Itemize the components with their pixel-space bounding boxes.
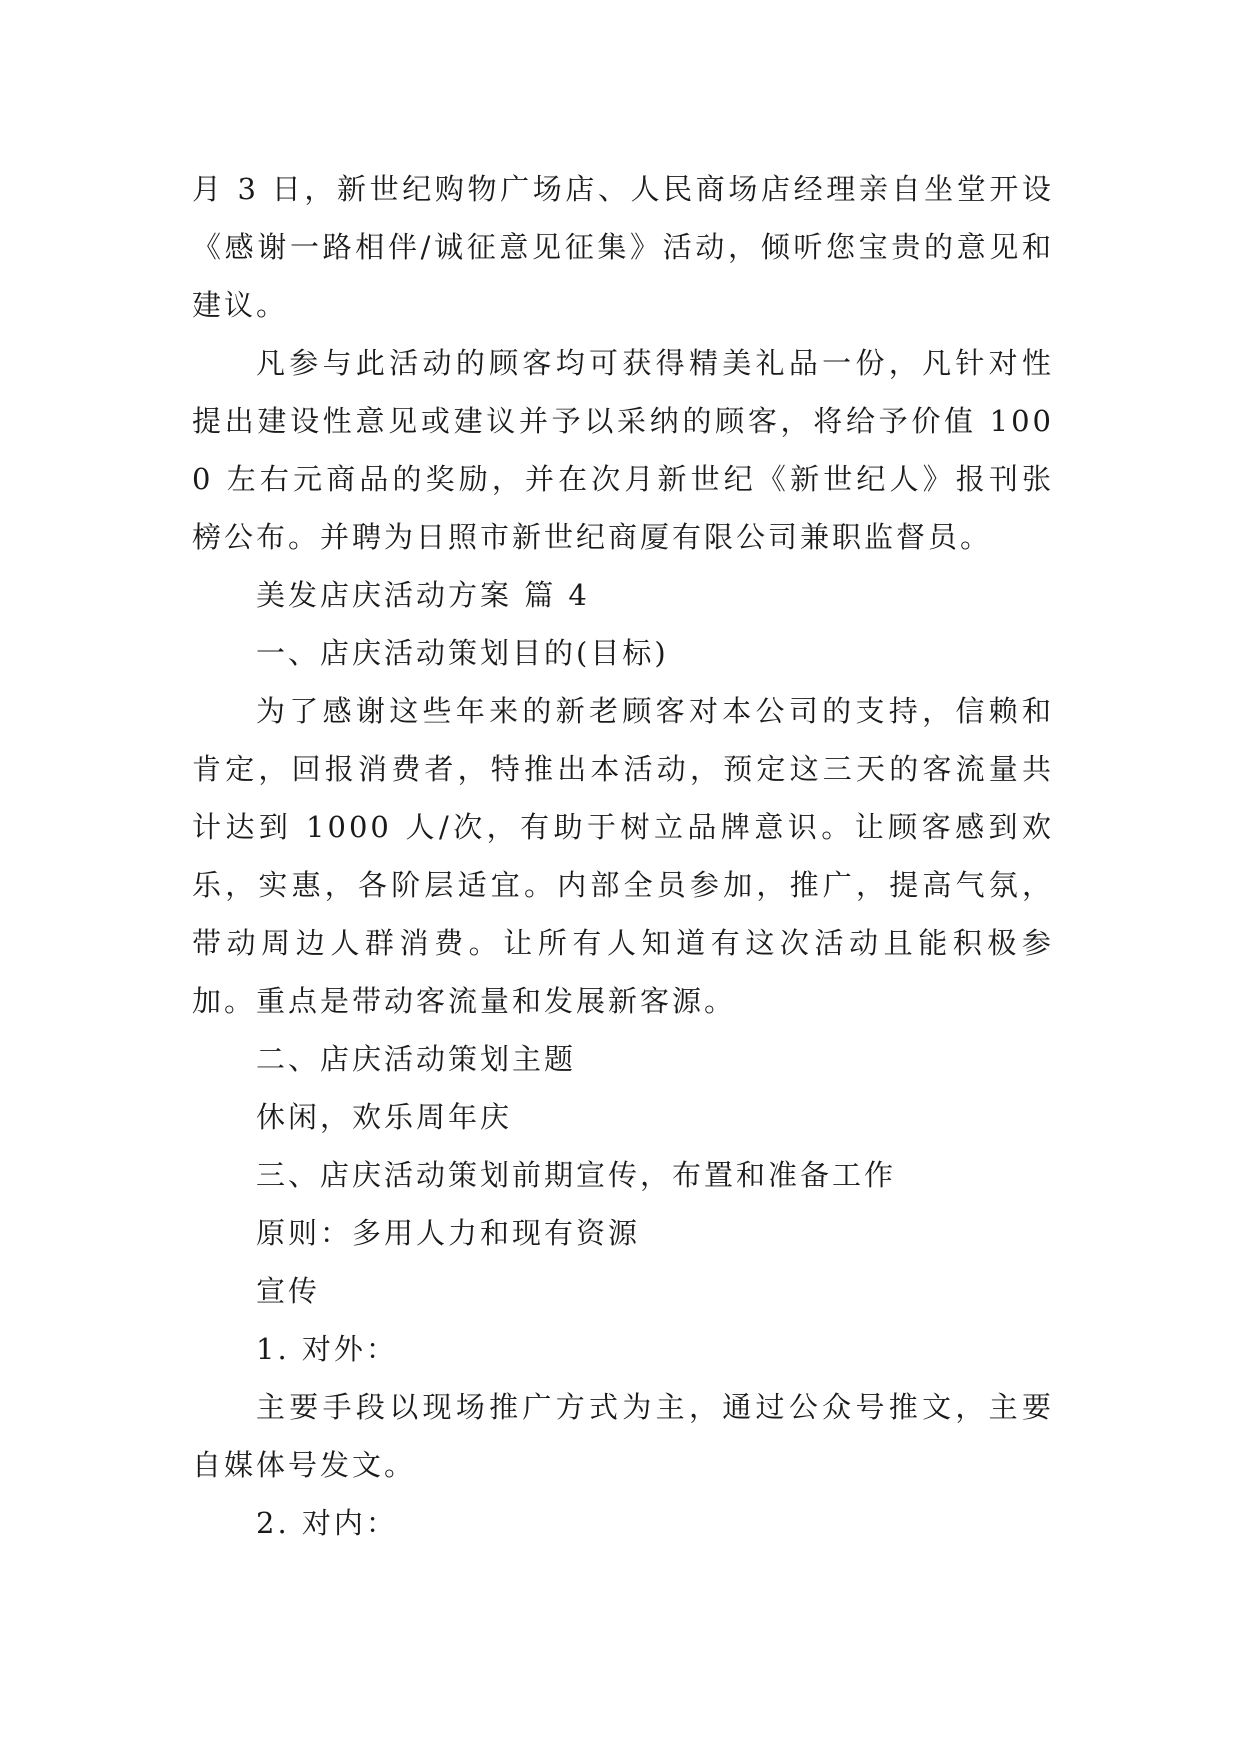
paragraph-reward: 凡参与此活动的顾客均可获得精美礼品一份，凡针对性提出建设性意见或建议并予以采纳的顾客，将给予价值 1000 左右元商品的奖励，并在次月新世纪《新世纪人》报刊张榜公布。并聘为日照市新世纪商厦有限公司兼职监督员。 bbox=[192, 346, 1054, 554]
heading-publicity: 宣传 bbox=[256, 1274, 321, 1308]
document-body bbox=[192, 160, 1054, 1552]
heading-theme: 二、店庆活动策划主题 bbox=[256, 1042, 577, 1076]
item-internal: 2. 对内： bbox=[256, 1506, 398, 1540]
section-heading-plan-4: 美发店庆活动方案 篇 4 bbox=[256, 578, 590, 612]
item-external: 1. 对外： bbox=[256, 1332, 398, 1366]
heading-preparation: 三、店庆活动策划前期宣传，布置和准备工作 bbox=[256, 1158, 897, 1192]
paragraph-principle: 原则：多用人力和现有资源 bbox=[256, 1216, 641, 1250]
paragraph-intro-continuation: 月 3 日，新世纪购物广场店、人民商场店经理亲自坐堂开设《感谢一路相伴/诚征意见征集》活动，倾听您宝贵的意见和建议。 bbox=[192, 172, 1054, 322]
paragraph-theme: 休闲，欢乐周年庆 bbox=[256, 1100, 513, 1134]
paragraph-external: 主要手段以现场推广方式为主，通过公众号推文，主要自媒体号发文。 bbox=[192, 1390, 1054, 1482]
heading-purpose: 一、店庆活动策划目的(目标) bbox=[256, 636, 669, 670]
paragraph-purpose: 为了感谢这些年来的新老顾客对本公司的支持，信赖和肯定，回报消费者，特推出本活动，预定这三天的客流量共计达到 1000 人/次，有助于树立品牌意识。让顾客感到欢乐，实惠，各阶层适宜。内部全员参加，推广，提高气氛，带动周边人群消费。让所有人知道有这次活动且能积极参加。重点是带动客流量和发展新客源。 bbox=[192, 694, 1054, 1018]
